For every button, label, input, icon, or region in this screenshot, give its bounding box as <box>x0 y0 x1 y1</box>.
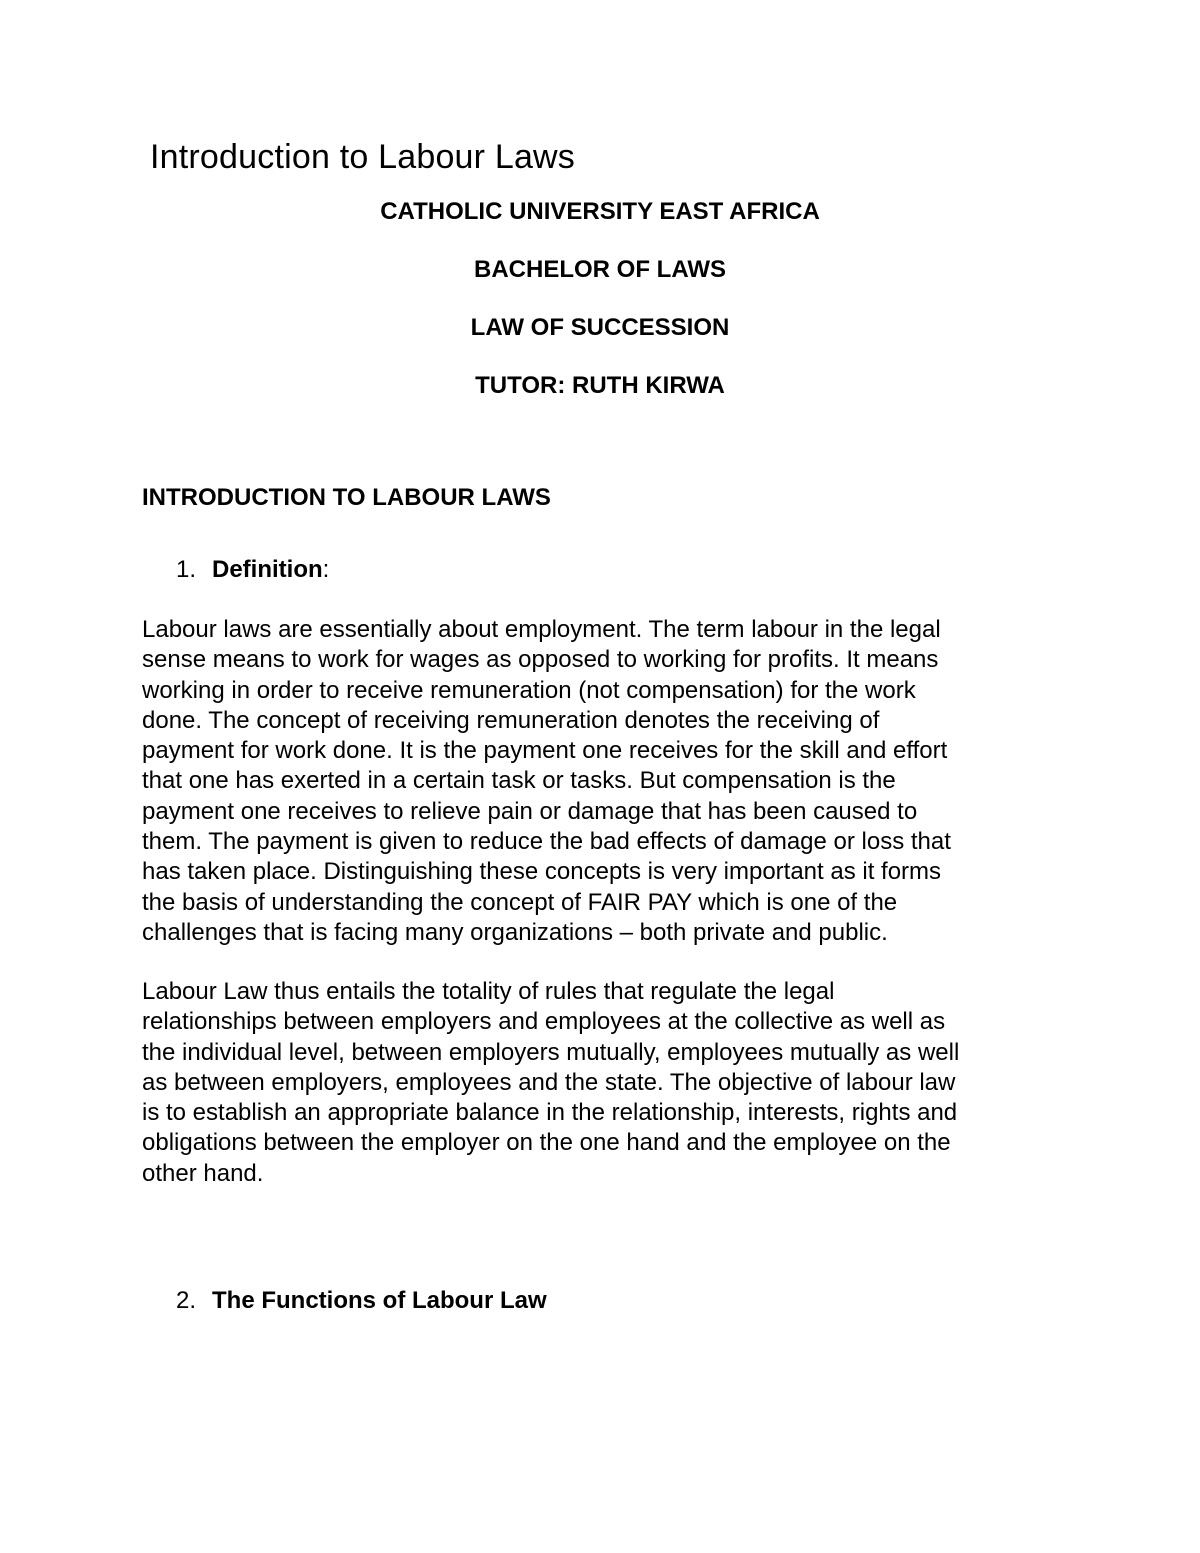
paragraph-line: other hand. <box>142 1159 264 1187</box>
list-item-number: 2. <box>176 1287 197 1314</box>
list-item-label: The Functions of Labour Law <box>212 1287 547 1314</box>
programme-name: BACHELOR OF LAWS <box>474 256 726 283</box>
paragraph-line: done. The concept of receiving remuneration denotes the receiving of <box>142 706 880 734</box>
paragraph-line: is to establish an appropriate balance in the relationship, interests, rights and <box>142 1099 958 1127</box>
paragraph-line: has taken place. Distinguishing these concepts is very important as it forms <box>142 858 942 886</box>
paragraph-line: that one has exerted in a certain task or tasks. But compensation is the <box>142 767 896 795</box>
paragraph-line: them. The payment is given to reduce the bad effects of damage or loss that <box>142 828 951 856</box>
paragraph-line: Labour laws are essentially about employment. The term labour in the legal <box>142 616 941 643</box>
paragraph-line: sense means to work for wages as opposed to working for profits. It means <box>142 646 939 674</box>
paragraph-line: relationships between employers and employees at the collective as well as <box>142 1008 946 1036</box>
list-item-suffix: : <box>322 556 330 583</box>
paragraph-line: Labour Law thus entails the totality of rules that regulate the legal <box>142 978 835 1005</box>
list-item-number: 1. <box>176 556 197 583</box>
section-heading: INTRODUCTION TO LABOUR LAWS <box>142 484 551 511</box>
paragraph-definition <box>142 615 1062 948</box>
document-title: Introduction to Labour Laws <box>150 138 576 176</box>
tutor-name: TUTOR: RUTH KIRWA <box>475 372 725 399</box>
paragraph-line: payment one receives to relieve pain or damage that has been caused to <box>142 797 918 825</box>
paragraph-line: payment for work done. It is the payment one receives for the skill and effort <box>142 737 948 765</box>
paragraph-line: the individual level, between employers mutually, employees mutually as well <box>142 1038 960 1066</box>
list-item-definition <box>176 556 329 584</box>
institution-name: CATHOLIC UNIVERSITY EAST AFRICA <box>380 198 820 225</box>
list-item-functions <box>176 1287 547 1315</box>
paragraph-line: the basis of understanding the concept of FAIR PAY which is one of the <box>142 888 898 916</box>
paragraph-line: working in order to receive remuneration (not compensation) for the work <box>142 676 916 704</box>
course-name: LAW OF SUCCESSION <box>470 314 730 341</box>
paragraph-line: challenges that is facing many organizations – both private and public. <box>142 918 888 946</box>
paragraph-line: as between employers, employees and the state. The objective of labour law <box>142 1068 956 1096</box>
paragraph-line: obligations between the employer on the one hand and the employee on the <box>142 1129 951 1157</box>
list-item-label: Definition <box>212 556 323 583</box>
paragraph-labour-law <box>142 977 1062 1189</box>
